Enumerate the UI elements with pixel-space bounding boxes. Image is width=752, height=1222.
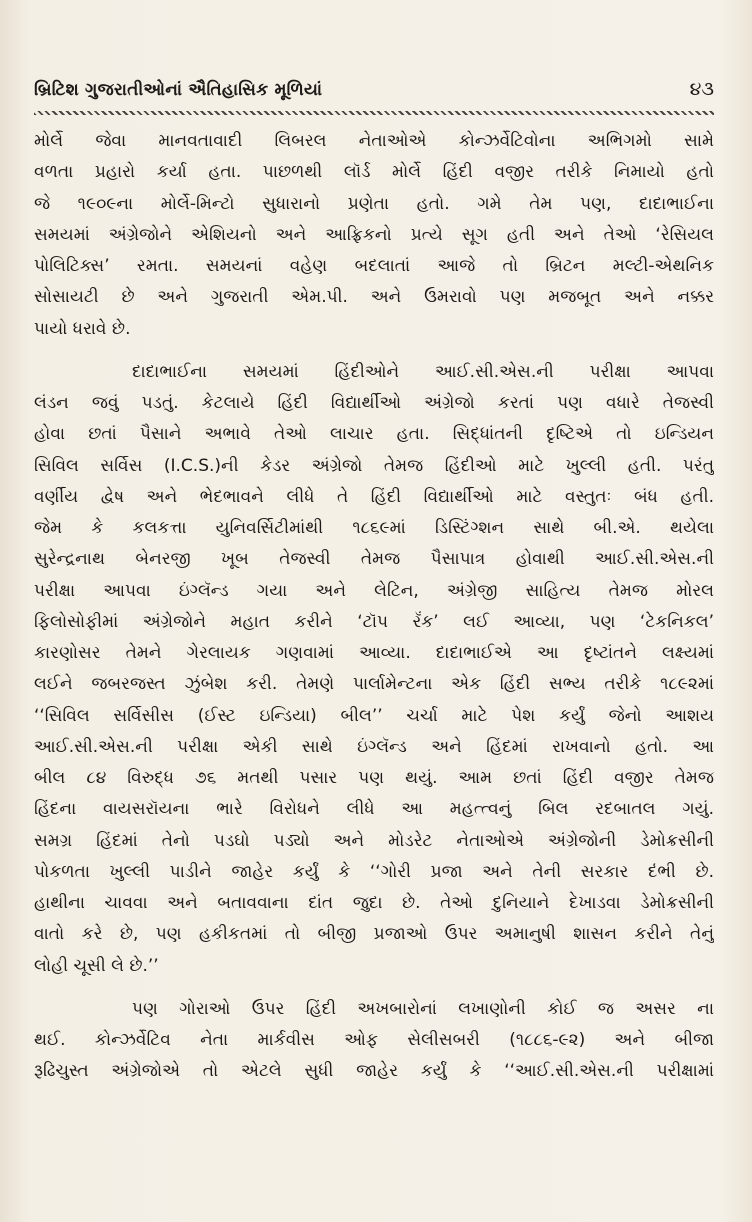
paragraph-1: [34, 126, 714, 345]
text-line: કારણોસર તેમને ગેરલાયક ગણવામાં આવ્યા. દાદાભાઈએ આ દૃષ્ટાંતને લક્ષ્યમાં: [34, 643, 714, 663]
paragraph-2: [34, 357, 714, 982]
text-line: વર્ણીય દ્વેષ અને ભેદભાવને લીધે તે હિંદી વિદ્યાર્થીઓ માટે વસ્તુતઃ બંધ હતી.: [34, 486, 714, 507]
text-line: સોસાયટી છે અને ગુજરાતી એમ.પી. અને ઉમરાવો પણ મજબૂત અને નક્કર: [34, 287, 714, 308]
text-line: પાયો ધરાવે છે.: [34, 318, 131, 339]
text-line: થઈ. કોન્ઝર્વેટિવ નેતા માર્કવીસ ઓફ સેલીસબરી (૧૮૮૬-૯૨) અને બીજા: [34, 1030, 714, 1050]
text-line: પોકળતા ખુલ્લી પાડીને જાહેર કર્યું કે ‘‘ગોરી પ્રજા અને તેની સરકાર દંભી છે.: [34, 861, 714, 882]
paragraph-3: [34, 994, 714, 1088]
text-line: દાદાભાઈના સમયમાં હિંદીઓને આઈ.સી.એસ.ની પરીક્ષા આપવા: [132, 361, 714, 382]
text-line: જે ૧૯૦૯ના મોર્લે-મિન્ટો સુધારાનો પ્રણેતા હતો. ગમે તેમ પણ, દાદાભાઈના: [34, 193, 714, 214]
text-line: પોલિટિક્સ’ રમતા. સમયનાં વહેણ બદલાતાં આજે તો બ્રિટન મલ્ટી-એથનિક: [34, 256, 714, 276]
text-line: સમયમાં અંગ્રેજોને એશિયનો અને આફ્રિકનો પ્રત્યે સૂગ હતી અને તેઓ ‘રેસિયલ: [34, 224, 714, 245]
text-line: હિંદના વાયસરૉયના ભારે વિરોધને લીધે આ મહત્ત્વનું બિલ રદબાતલ ગયું.: [34, 799, 714, 820]
text-line: સિવિલ સર્વિસ (I.C.S.)ની કેડર અંગ્રેજો તેમજ હિંદીઓ માટે ખુલ્લી હતી. પરંતુ: [34, 455, 714, 476]
page-number: ૪૩: [689, 78, 714, 100]
text-line: પરીક્ષા આપવા ઇંગ્લૅન્ડ ગયા અને લેટિન, અંગ્રેજી સાહિત્ય તેમજ મોરલ: [34, 580, 714, 601]
text-line: આઈ.સી.એસ.ની પરીક્ષા એકી સાથે ઇંગ્લૅન્ડ અને હિંદમાં રાખવાનો હતો. આ: [34, 736, 714, 757]
running-header-title: બ્રિટિશ ગુજરાતીઓનાં ઐતિહાસિક મૂળિયાં: [34, 80, 323, 100]
text-line: સુરેન્દ્રનાથ બેનરજી ખૂબ તેજસ્વી તેમજ પૈસાપાત્ર હોવાથી આઈ.સી.એસ.ની: [34, 549, 714, 570]
text-line: જેમ કે કલકત્તા યુનિવર્સિટીમાંથી ૧૮૬૯માં ડિસ્ટિંગ્શન સાથે બી.એ. થયેલા: [34, 518, 714, 538]
text-line: સમગ્ર હિંદમાં તેનો પડઘો પડ્યો અને મોડરેટ નેતાઓએ અંગ્રેજોની ડેમોક્રસીની: [34, 830, 714, 851]
text-line: લંડન જવું પડતું. કેટલાયે હિંદી વિદ્યાર્થીઓ અંગ્રેજો કરતાં પણ વધારે તેજસ્વી: [34, 393, 714, 413]
text-line: બીલ ૮૪ વિરુદ્ધ ૭૬ મતથી પસાર પણ થયું. આમ છતાં હિંદી વજીર તેમજ: [34, 768, 714, 788]
text-line: હાથીના ચાવવા અને બતાવવાના દાંત જુદા છે. તેઓ દુનિયાને દેખાડવા ડેમોક્રસીની: [34, 893, 714, 913]
text-line: લોહી ચૂસી લે છે.’’: [34, 955, 159, 976]
text-line: મોર્લે જેવા માનવતાવાદી લિબરલ નેતાઓએ કોન્ઝર્વેટિવોના અભિગમો સામે: [34, 131, 714, 151]
text-line: ‘‘સિવિલ સર્વિસીસ (ઈસ્ટ ઇન્ડિયા) બીલ’’ ચર્ચા માટે પેશ કર્યું જેનો આશય: [34, 705, 714, 726]
header-divider: [34, 111, 714, 115]
text-line: વાતો કરે છે, પણ હકીકતમાં તો બીજી પ્રજાઓ ઉપર અમાનુષી શાસન કરીને તેનું: [34, 924, 714, 945]
text-line: વળતા પ્રહારો કર્યા હતા. પાછળથી લૉર્ડ મોર્લે હિંદી વજીર તરીકે નિમાયો હતો: [34, 162, 714, 183]
text-line: લઈને જબરજસ્ત ઝુંબેશ કરી. તેમણે પાર્લામેન્ટના એક હિંદી સભ્ય તરીકે ૧૮૯૨માં: [34, 674, 714, 695]
text-line: રૂઢિચુસ્ત અંગ્રેજોએ તો એટલે સુધી જાહેર કર્યું કે ‘‘આઈ.સી.એસ.ની પરીક્ષામાં: [34, 1061, 714, 1082]
text-line: હોવા છતાં પૈસાને અભાવે તેઓ લાચાર હતા. સિદ્ધાંતની દૃષ્ટિએ તો ઇન્ડિયન: [34, 424, 714, 445]
running-header: [34, 80, 714, 114]
text-line: ફિલોસોફીમાં અંગ્રેજોને મહાત કરીને ‘ટૉપ રૅંક’ લઈ આવ્યા, પણ ‘ટેકનિકલ’: [34, 611, 714, 632]
page-body-text: [34, 126, 714, 1100]
text-line: પણ ગોરાઓ ઉપર હિંદી અખબારોનાં લખાણોની કોઈ જ અસર ના: [132, 998, 714, 1019]
